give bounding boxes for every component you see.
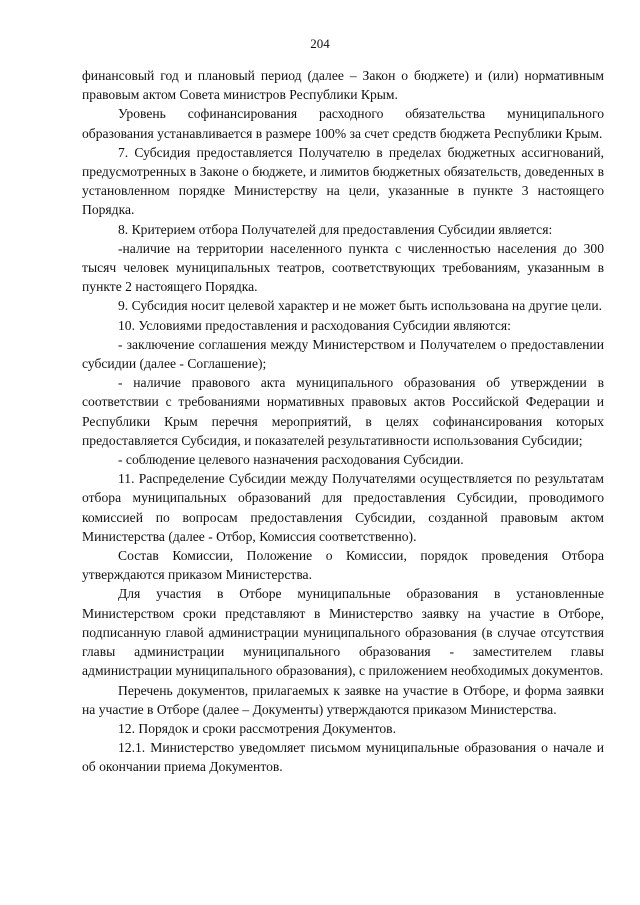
page-number: 204: [310, 36, 330, 51]
document-body: [82, 66, 604, 777]
paragraph-cofinancing-level: Уровень софинансирования расходного обязательства муниципального образования устанавливается в размере 100% за счет средств бюджета Республики Крым.: [82, 106, 604, 141]
paragraph-10-target-use: - соблюдение целевого назначения расходования Субсидии.: [118, 452, 464, 468]
paragraph-participation: Для участия в Отборе муниципальные образования в установленные Министерством сроки представляют в Министерство заявку на участие в Отборе, подписанную главой администрации муниципального образования (в случае отсутствия главы администрации муниципального образования - заместителем главы администрации муниципального образования), с приложением необходимых документов.: [82, 586, 604, 679]
paragraph-10-agreement: - заключение соглашения между Министерством и Получателем о предоставлении субсидии (далее - Соглашение);: [82, 336, 604, 372]
paragraph-10: 10. Условиями предоставления и расходования Субсидии являются:: [118, 317, 511, 333]
paragraph-7: 7. Субсидия предоставляется Получателю в пределах бюджетных ассигнований, предусмотренных в Законе о бюджете, и лимитов бюджетных обязательств, доведенных в установленном порядке Министерству на цели, указанные в пункте 3 настоящего Порядка.: [82, 144, 604, 218]
paragraph-documents-list: Перечень документов, прилагаемых к заявке на участие в Отборе, и форма заявки на участие в Отборе (далее – Документы) утверждаются приказом Министерства.: [82, 682, 604, 717]
paragraph-11: 11. Распределение Субсидии между Получателями осуществляется по результатам отбора муниципальных образований для предоставления Субсидии, проводимого комиссией по вопросам предоставления Субсидии, созданной правовым актом Министерства (далее - Отбор, Комиссия соответственно).: [82, 471, 604, 544]
paragraph-8-criterion: -наличие на территории населенного пункта с численностью населения до 300 тысяч человек муниципальных театров, соответствующих требованиям, указанным в пункте 2 настоящего Порядка.: [82, 240, 604, 295]
paragraph-8: 8. Критерием отбора Получателей для предоставления Субсидии является:: [118, 221, 553, 237]
paragraph-commission: Состав Комиссии, Положение о Комиссии, порядок проведения Отбора утверждаются приказом Министерства.: [82, 548, 604, 583]
paragraph-10-legal-act: - наличие правового акта муниципального образования об утверждении в соответствии с требованиями нормативных правовых актов Российской Федерации и Республики Крым перечня мероприятий, в целях софинансирования которых предоставляется Субсидия, и показателей результативности использования Субсидии;: [82, 375, 604, 448]
paragraph-budget-law: финансовый год и плановый период (далее – Закон о бюджете) и (или) нормативным правовым актом Совета министров Республики Крым.: [82, 68, 604, 103]
paragraph-12: 12. Порядок и сроки рассмотрения Документов.: [118, 720, 396, 736]
paragraph-12-1: 12.1. Министерство уведомляет письмом муниципальные образования о начале и об окончании приема Документов.: [82, 740, 604, 775]
paragraph-9: 9. Субсидия носит целевой характер и не может быть использована на другие цели.: [118, 298, 603, 314]
